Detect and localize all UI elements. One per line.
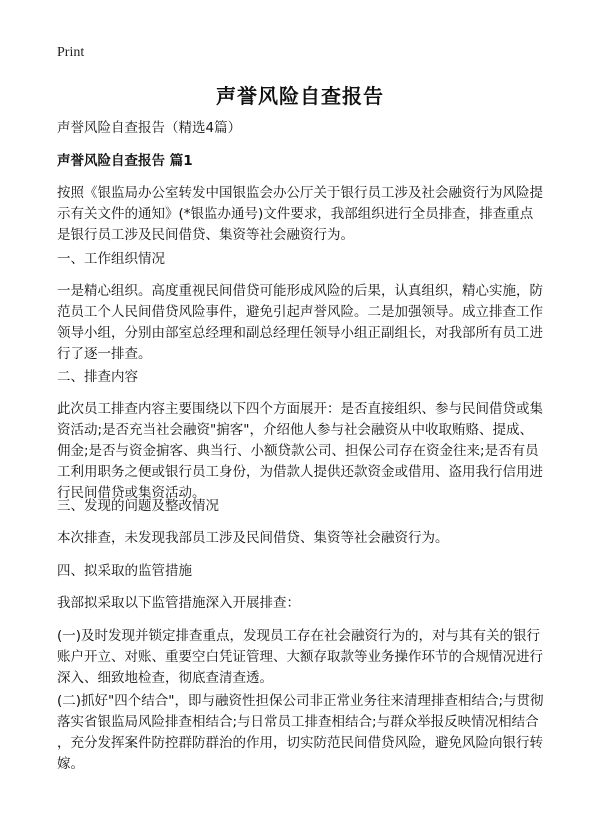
measure-1-paragraph: [57, 626, 551, 689]
paragraph-line: 本次排查，未发现我部员工涉及民间借贷、集资等社会融资行为。: [57, 530, 449, 546]
paragraph-line: 资活动;是否充当社会融资"掮客"，介绍他人参与社会融资从中收取贿赂、提成、: [57, 422, 533, 438]
paragraph-line: 深入、细致地检查，彻底查清查透。: [57, 670, 273, 686]
paragraph-line: 示有关文件的通知》(*银监办通号)文件要求，我部组织进行全员排查，排查重点: [57, 206, 534, 222]
problems-found-paragraph: [57, 528, 551, 549]
heading-measures: 四、拟采取的监管措施: [57, 563, 192, 579]
heading-check-content: 二、排查内容: [57, 369, 138, 385]
section-heading: 声誉风险自查报告 篇1: [57, 153, 193, 169]
paragraph-line: 行了逐一排查。: [57, 346, 152, 362]
measures-intro: 我部拟采取以下监管措施深入开展排查：: [57, 595, 300, 611]
paragraph-line: 领导小组，分别由部室总经理和副总经理任领导小组正副组长，对我部所有员工进: [57, 325, 543, 341]
paragraph-line: 嫁。: [57, 756, 84, 772]
paragraph-line: (二)抓好"四个结合"，即与融资性担保公司非正常业务往来清理排查相结合;与贯彻: [57, 693, 544, 709]
heading-problems-found: 三、发现的问题及整改情况: [57, 498, 219, 514]
paragraph-line: 范员工个人民间借贷风险事件，避免引起声誉风险。二是加强领导。成立排查工作: [57, 304, 543, 320]
measure-2-paragraph: [57, 691, 551, 775]
paragraph-line: 是银行员工涉及民间借贷、集资等社会融资行为。: [57, 227, 354, 243]
document-subtitle: 声誉风险自查报告（精选4篇）: [57, 120, 242, 136]
paragraph-line: 一是精心组织。高度重视民间借贷可能形成风险的后果，认真组织，精心实施，防: [57, 283, 543, 299]
paragraph-line: 佣金;是否与资金掮客、典当行、小额贷款公司、担保公司存在资金往来;是否有员: [57, 443, 539, 459]
print-label: Print: [57, 45, 85, 60]
work-organization-paragraph: [57, 281, 551, 365]
check-content-paragraph: [57, 399, 551, 504]
paragraph-line: 工利用职务之便或银行员工身份，为借款人提供还款资金或借用、盗用我行信用进: [57, 464, 543, 480]
paragraph-line: 账户开立、对账、重要空白凭证管理、大额存取款等业务操作环节的合规情况进行: [57, 649, 543, 665]
paragraph-line: 行民间借贷或集资活动。: [57, 485, 206, 501]
paragraph-line: 按照《银监局办公室转发中国银监会办公厅关于银行员工涉及社会融资行为风险提: [57, 185, 543, 201]
paragraph-line: (一)及时发现并锁定排查重点，发现员工存在社会融资行为的，对与其有关的银行: [57, 628, 541, 644]
paragraph-line: 此次员工排查内容主要围绕以下四个方面展开：是否直接组织、参与民间借贷或集: [57, 401, 543, 417]
paragraph-line: 落实省银监局风险排查相结合;与日常员工排查相结合;与群众举报反映情况相结合: [57, 714, 539, 730]
intro-paragraph: [57, 183, 551, 246]
paragraph-line: ，充分发挥案件防控群防群治的作用，切实防范民间借贷风险，避免风险向银行转: [57, 735, 543, 751]
heading-work-organization: 一、工作组织情况: [57, 251, 165, 267]
page-title: 声誉风险自查报告: [216, 84, 384, 108]
